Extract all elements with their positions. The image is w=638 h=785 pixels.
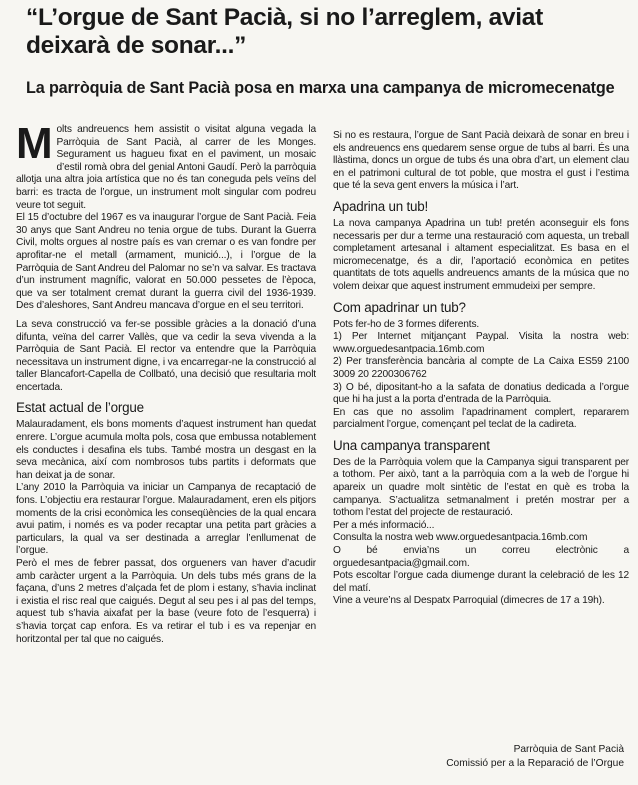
paragraph-campaign-2010: L’any 2010 la Parròquia va iniciar un Campanya de recaptació de fons. L’objectiu era restaurar l’orgue. Malauradament, eren els pitjors moments de la crisi econòmica les conseqüències de la qual encara avui patim, i només es va poder recaptar una petita part gràcies a particulars, la qual va ser destinada a arreglar l’enllumenat de l’orgue.	[16, 482, 316, 557]
signature-block	[446, 743, 624, 771]
paragraph-ways: Pots fer-ho de 3 formes diferents.	[333, 318, 480, 330]
paragraph-partial-repair: En cas que no assolim l’apadrinament complert, repararem parcialment l’orgue, començant pel teclat de la cadireta.	[333, 406, 629, 431]
option-paypal: 1) Per Internet mitjançant Paypal. Visita la nostra web: www.orguedesantpacia.16mb.com	[333, 331, 629, 355]
paragraph-condition: Malauradament, els bons moments d’aquest instrument han quedat enrere. L’orgue acumula molta pols, cosa que embussa notablement els conductes i desafina els tubs. També mostra un desgast en la seva mecànica, així com nombrosos tubs partits i deformats que han deixat ja de sonar.	[16, 419, 316, 481]
right-column	[333, 130, 629, 608]
paragraph-email: O bé envia’ns un correu electrònic a orguedesantpacia@gmail.com.	[333, 545, 629, 569]
intro-paragraph	[16, 119, 316, 212]
paragraph-website: Consulta la nostra web www.orguedesantpacia.16mb.com	[333, 532, 588, 544]
paragraph-sunday-mass: Pots escoltar l’orgue cada diumenge durant la celebració de les 12 del matí.	[333, 570, 629, 594]
paragraph-urgent-repair: Però el mes de febrer passat, dos orgueners van haver d’acudir amb caràcter urgent a la Parròquia. Un dels tubs més grans de la façana, d’uns 2 metres d’alçada fet de plom i estany, s’havia inclinat i existia el risc real que caigués. Degut al seu pes i al pas del temps, aquest tub s’havia aixafat per la base (veure foto de l’esquerra) i s’havia torçat cap enfora. Es va retirar el tub i es va repenjar en horitzontal per tal que no caigués.	[16, 558, 316, 645]
left-column	[16, 119, 316, 646]
article-subtitle: La parròquia de Sant Pacià posa en marxa una campanya de micromecenatge	[26, 79, 615, 97]
paragraph-risk: Si no es restaura, l’orgue de Sant Pacià deixarà de sonar en breu i els andreuencs ens quedarem sense orgue de tubs al barri. És una llàstima, doncs un orgue de tubs és una obra d’art, un element clau en el patrimoni cultural de tot poble, que mostra el gust i l’estima que té la seva gent envers la música i l’art.	[333, 130, 629, 192]
article-headline: “L’orgue de Sant Pacià, si no l’arreglem, aviat deixarà de sonar...”	[26, 4, 543, 59]
paragraph-office-hours: Vine a veure’ns al Despatx Parroquial (dimecres de 17 a 19h).	[333, 595, 605, 607]
paragraph-construction: La seva construcció va fer-se possible gràcies a la donació d’una difunta, veïna del carrer Vallès, que va cedir la seva vivenda a la Parròquia de Sant Pacià. El rector va entendre que la Parròquia necessitava un instrument digne, i va encarregar-ne la construcció al taller Blancafort-Capella de Collbató, una decisió que resultaria molt encertada.	[16, 318, 316, 393]
section-title-sponsor: Apadrina un tub!	[333, 198, 429, 214]
section-title-transparent: Una campanya transparent	[333, 437, 490, 453]
option-donation-tray: 3) O bé, dipositant-ho a la safata de donatius dedicada a l’orgue que hi ha just a la porta d’entrada de la Parròquia.	[333, 381, 629, 406]
signature-commission: Comissió per a la Reparació de l’Orgue	[446, 758, 624, 769]
paragraph-campaign: La nova campanya Apadrina un tub! pretén aconseguir els fons necessaris per dur a terme una restauració com aquesta, un treball completament artesanal i altament especialitzat. Es basa en el micromecenatge, és a dir, l’aportació econòmica en petites quantitats de tots aquells andreuencs amants de la música que no volem deixar que aquest instrument emmudeixi per sempre.	[333, 217, 629, 292]
paragraph-transparency: Des de la Parròquia volem que la Campanya sigui transparent per a tothom. Per això, tant a la parròquia com a la web de l’orgue hi apareix un quadre molt sintètic de l’estat en què es troba la campanya. S’actualitza setmanalment i pretén mostrar per a tothom l’estat del projecte de restauració.	[333, 456, 629, 519]
option-transfer: 2) Per transferència bancària al compte de La Caixa ES59 2100 3009 20 2200306762	[333, 356, 629, 380]
intro-text: olts andreuencs hem assistit o visitat alguna vegada la Parròquia de Sant Pacià, al carrer de les Monges. Segurament us hagueu fixat en el paviment, un mosaic d’estil romà obra del genial Antoni Gaudí. Però la parròquia allotja una altra joia artística que no és tan coneguda pels veïns del barri: es tracta de l’orgue, un instrument molt singular com podreu veure tot seguit.	[16, 124, 316, 211]
signature-parish: Parròquia de Sant Pacià	[513, 744, 624, 755]
section-title-how-to: Com apadrinar un tub?	[333, 299, 466, 315]
section-title-current-state: Estat actual de l’orgue	[16, 400, 144, 416]
drop-cap: M	[16, 119, 53, 168]
paragraph-more-info: Per a més informació...	[333, 519, 435, 531]
paragraph-inauguration: El 15 d’octubre del 1967 es va inaugurar l’orgue de Sant Pacià. Feia 30 anys que Sant Andreu no tenia orgue de tubs. Durant la Guerra Civil, molts orgues al nostre país es van cremar o es van fondre per aprofitar-ne el metall (armament, munició...), i l’orgue de la Parròquia de Sant Andreu del Palomar no se’n va salvar. Es tractava d’un instrument magnífic, valorat en 50.000 pessetes de l’època, que va ser totalment cremat durant la guerra civil del 1936-1939. Des d’aleshores, Sant Andreu mancava d’orgue en el seu territori.	[16, 212, 316, 312]
